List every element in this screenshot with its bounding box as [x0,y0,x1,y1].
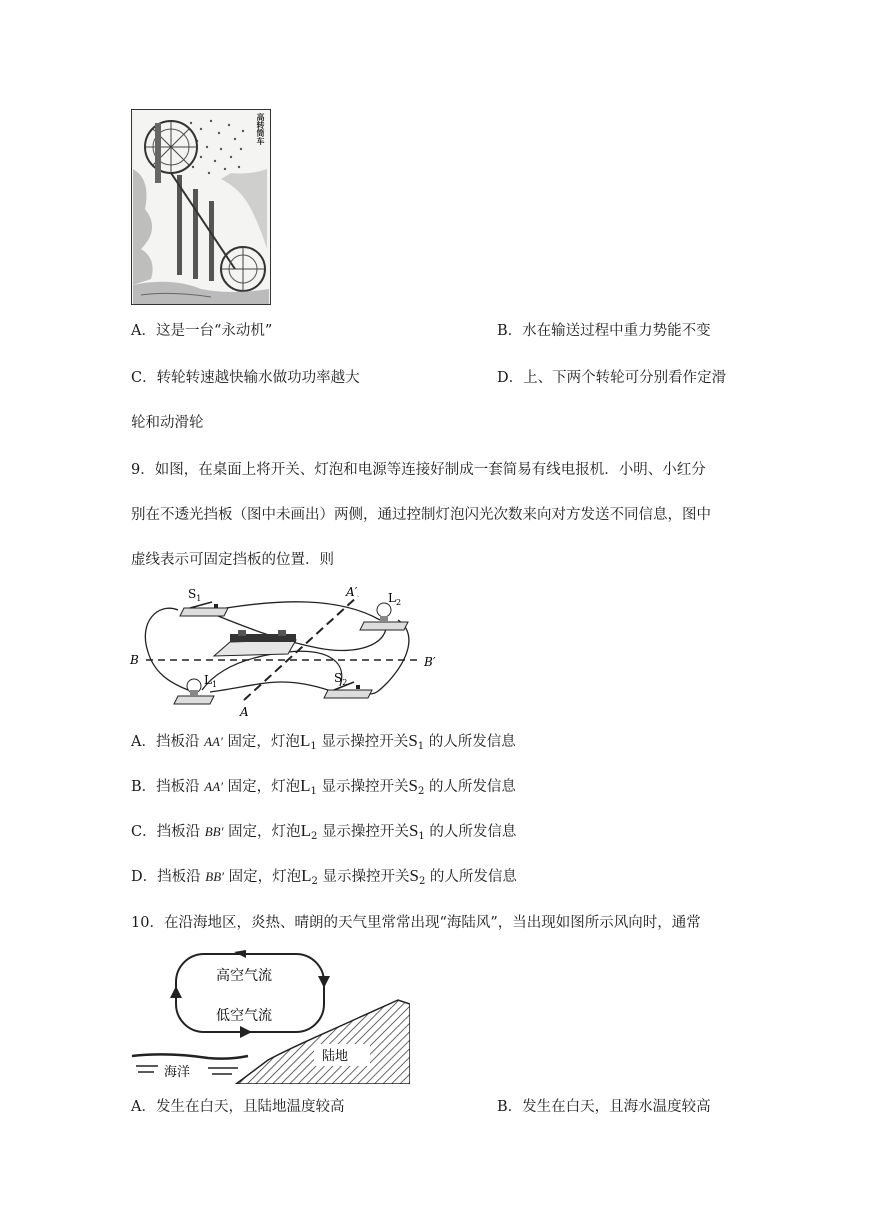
q8-option-d: D．上、下两个转轮可分别看作定滑 [497,370,727,386]
q9-stem-line-1: 9．如图，在桌面上将开关、灯泡和电源等连接好制成一套简易有线电报机．小明、小红分 [131,462,706,478]
label-a: A [240,705,249,719]
q9-option-b: B．挡板沿 AA′ 固定，灯泡$L_1$ 显示操控开关$S_2$ 的人所发信息 [131,776,516,797]
label-sea: 海洋 [164,1065,191,1080]
q9-option-c: C．挡板沿 BB′ 固定，灯泡$L_2$ 显示操控开关$S_1$ 的人所发信息 [131,821,517,842]
telegraph-circuit-diagram [118,582,448,722]
q9-option-d: D．挡板沿 BB′ 固定，灯泡$L_2$ 显示操控开关$S_2$ 的人所发信息 [131,866,517,887]
illustration-caption: 高转筒车 [256,113,266,145]
q8-option-d-continued: 轮和动滑轮 [131,415,204,431]
q9-option-a: A．挡板沿 AA′ 固定，灯泡$L_1$ 显示操控开关$S_1$ 的人所发信息 [131,731,516,752]
q8-option-b: B．水在输送过程中重力势能不变 [497,323,711,339]
label-s2: $S_2$ [334,671,348,687]
label-b: B [130,653,139,667]
label-land: 陆地 [322,1049,349,1064]
waterwheel-illustration [131,109,271,305]
q9-stem-line-3: 虚线表示可固定挡板的位置．则 [131,552,334,568]
q10-option-a: A．发生在白天，且陆地温度较高 [131,1099,345,1115]
q9-stem-line-2: 别在不透光挡板（图中未画出）两侧，通过控制灯泡闪光次数来向对方发送不同信息，图中 [131,507,711,523]
label-s1: $S_1$ [188,587,202,603]
label-high-air-flow: 高空气流 [216,968,272,984]
q8-option-a: A．这是一台“永动机” [131,323,273,339]
q8-option-c: C．转轮转速越快输水做功功率越大 [131,370,360,386]
q10-stem: 10．在沿海地区，炎热、晴朗的天气里常常出现“海陆风”，当出现如图所示风向时，通常 [131,915,701,931]
label-low-air-flow: 低空气流 [216,1008,272,1024]
label-a-prime: A′ [346,585,358,599]
label-l2: $L_2$ [388,591,402,607]
sea-land-breeze-diagram [128,948,410,1084]
q10-option-b: B．发生在白天，且海水温度较高 [497,1099,711,1115]
label-l1: $L_1$ [204,673,218,689]
label-b-prime: B′ [424,655,436,669]
